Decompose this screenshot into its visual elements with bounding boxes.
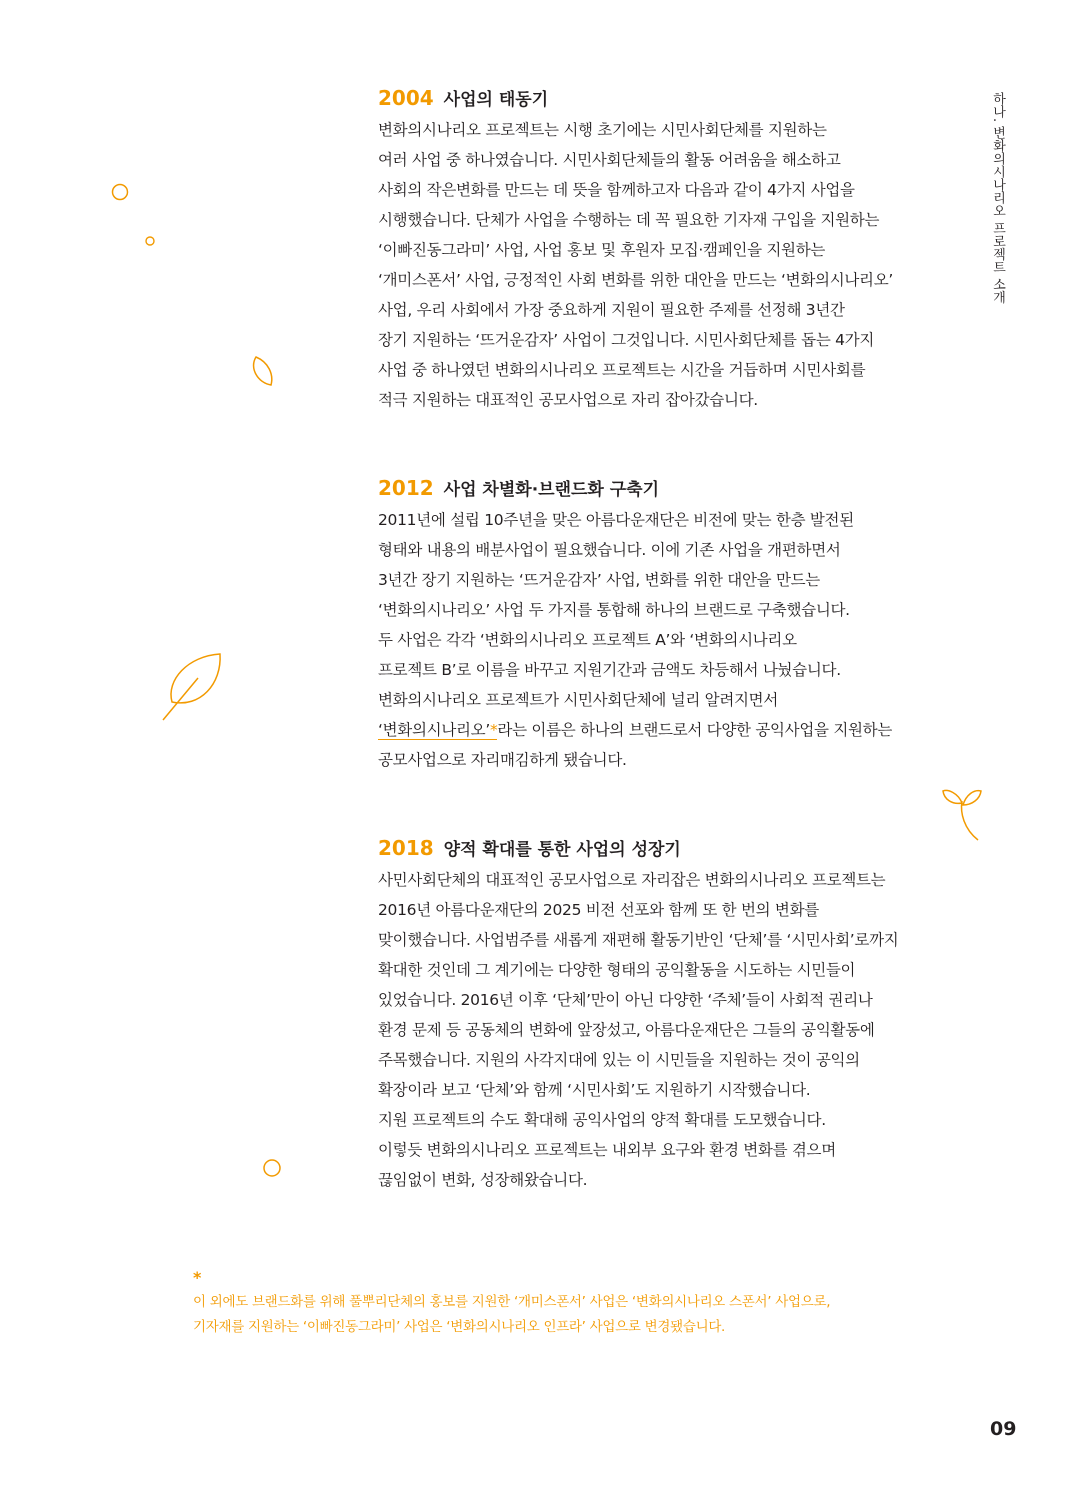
body-line: 지원 프로젝트의 수도 확대해 공익사업의 양적 확대를 도모했습니다. (378, 1111, 826, 1129)
body-line: 사회의 작은변화를 만드는 데 뜻을 함께하고자 다음과 같이 4가지 사업을 (378, 181, 855, 199)
body-line: 여러 사업 중 하나였습니다. 시민사회단체들의 활동 어려움을 해소하고 (378, 151, 841, 169)
side-running-title: 하나. 변화의시나리오 프로젝트 소개 (990, 92, 1005, 304)
footnote-line: 기자재를 지원하는 ‘이빠진동그라미’ 사업은 ‘변화의시나리오 인프라’ 사업으로 변경됐습니다. (193, 1319, 726, 1335)
body-line: 시행했습니다. 단체가 사업을 수행하는 데 꼭 필요한 기자재 구입을 지원하는 (378, 211, 880, 229)
section-2018 (378, 835, 958, 1195)
body-line: 이렇듯 변화의시나리오 프로젝트는 내외부 요구와 환경 변화를 겪으며 (378, 1141, 836, 1159)
section-2012 (378, 475, 958, 775)
body-line: 확대한 것인데 그 계기에는 다양한 형태의 공익활동을 시도하는 시민들이 (378, 961, 856, 979)
body-line: 변화의시나리오 프로젝트가 시민사회단체에 널리 알려지면서 (378, 691, 779, 709)
body-line: 3년간 장기 지원하는 ‘뜨거운감자’ 사업, 변화를 위한 대안을 만드는 (378, 571, 820, 589)
section-heading: 양적 확대를 통한 사업의 성장기 (443, 840, 681, 860)
body-line: 적극 지원하는 대표적인 공모사업으로 자리 잡아갔습니다. (378, 391, 758, 409)
underlined-term-text: ‘변화의시나리오’ (378, 721, 490, 739)
body-line: ‘변화의시나리오’ 사업 두 가지를 통합해 하나의 브랜드로 구축했습니다. (378, 601, 850, 619)
section-heading: 사업의 태동기 (443, 90, 549, 110)
circle-decoration-icon (261, 1157, 283, 1179)
body-line: ‘이빠진동그라미’ 사업, 사업 홍보 및 후원자 모집·캠페인을 지원하는 (378, 241, 826, 259)
underlined-term (378, 721, 497, 740)
section-header (378, 835, 958, 865)
body-line: 확장이라 보고 ‘단체’와 함께 ‘시민사회’도 지원하기 시작했습니다. (378, 1081, 811, 1099)
footnote-line: 이 외에도 브랜드화를 위해 풀뿌리단체의 홍보를 지원한 ‘개미스폰서’ 사업은 ‘변화의시나리오 스폰서’ 사업으로, (193, 1294, 831, 1310)
section-year: 2004 (378, 86, 434, 110)
body-line: 두 사업은 각각 ‘변화의시나리오 프로젝트 A’와 ‘변화의시나리오 (378, 631, 797, 649)
section-body (378, 115, 958, 415)
body-line: 맞이했습니다. 사업범주를 새롭게 재편해 활동기반인 ‘단체’를 ‘시민사회’로까지 (378, 931, 899, 949)
body-line: 사민사회단체의 대표적인 공모사업으로 자리잡은 변화의시나리오 프로젝트는 (378, 871, 886, 889)
body-line: 프로젝트 B’로 이름을 바꾸고 지원기간과 금액도 차등해서 나눴습니다. (378, 661, 841, 679)
body-line: 변화의시나리오 프로젝트는 시행 초기에는 시민사회단체를 지원하는 (378, 121, 827, 139)
footnote-mark: * (489, 721, 498, 739)
body-line: 주목했습니다. 지원의 사각지대에 있는 이 시민들을 지원하는 것이 공익의 (378, 1051, 860, 1069)
body-line-rest: 라는 이름은 하나의 브랜드로서 다양한 공익사업을 지원하는 (497, 721, 893, 739)
section-year: 2012 (378, 476, 434, 500)
body-line: 2011년에 설립 10주년을 맞은 아름다운재단은 비전에 맞는 한층 발전된 (378, 511, 854, 529)
body-line: 사업, 우리 사회에서 가장 중요하게 지원이 필요한 주제를 선정해 3년간 (378, 301, 845, 319)
section-body (378, 505, 958, 775)
body-line: 장기 지원하는 ‘뜨거운감자’ 사업이 그것입니다. 시민사회단체를 돕는 4가지 (378, 331, 875, 349)
section-heading: 사업 차별화·브랜드화 구축기 (443, 480, 660, 500)
section-2004 (378, 85, 958, 415)
section-header (378, 475, 958, 505)
body-line: 있었습니다. 2016년 이후 ‘단체’만이 아닌 다양한 ‘주체’들이 사회적 권리나 (378, 991, 873, 1009)
body-line: 환경 문제 등 공동체의 변화에 앞장섰고, 아름다운재단은 그들의 공익활동에 (378, 1021, 875, 1039)
footnote (193, 1268, 993, 1340)
circle-decoration-icon (110, 182, 130, 202)
body-line: 사업 중 하나였던 변화의시나리오 프로젝트는 시간을 거듭하며 시민사회를 (378, 361, 866, 379)
body-line: 2016년 아름다운재단의 2025 비전 선포와 함께 또 한 번의 변화를 (378, 901, 819, 919)
body-line: 끊임없이 변화, 성장해왔습니다. (378, 1171, 588, 1189)
body-line: 형태와 내용의 배분사업이 필요했습니다. 이에 기존 사업을 개편하면서 (378, 541, 841, 559)
section-body (378, 865, 958, 1195)
small-circle-decoration-icon (143, 234, 157, 248)
body-line: ‘개미스폰서’ 사업, 긍정적인 사회 변화를 위한 대안을 만드는 ‘변화의시나리오’ (378, 271, 894, 289)
body-line-with-footnote-mark (378, 715, 958, 745)
leaf-branch-icon (158, 650, 228, 725)
page-number: 09 (990, 1418, 1017, 1440)
leaf-icon (248, 354, 278, 388)
section-year: 2018 (378, 836, 434, 860)
footnote-mark: * (193, 1268, 202, 1287)
body-line: 공모사업으로 자리매김하게 됐습니다. (378, 751, 627, 769)
section-header (378, 85, 958, 115)
